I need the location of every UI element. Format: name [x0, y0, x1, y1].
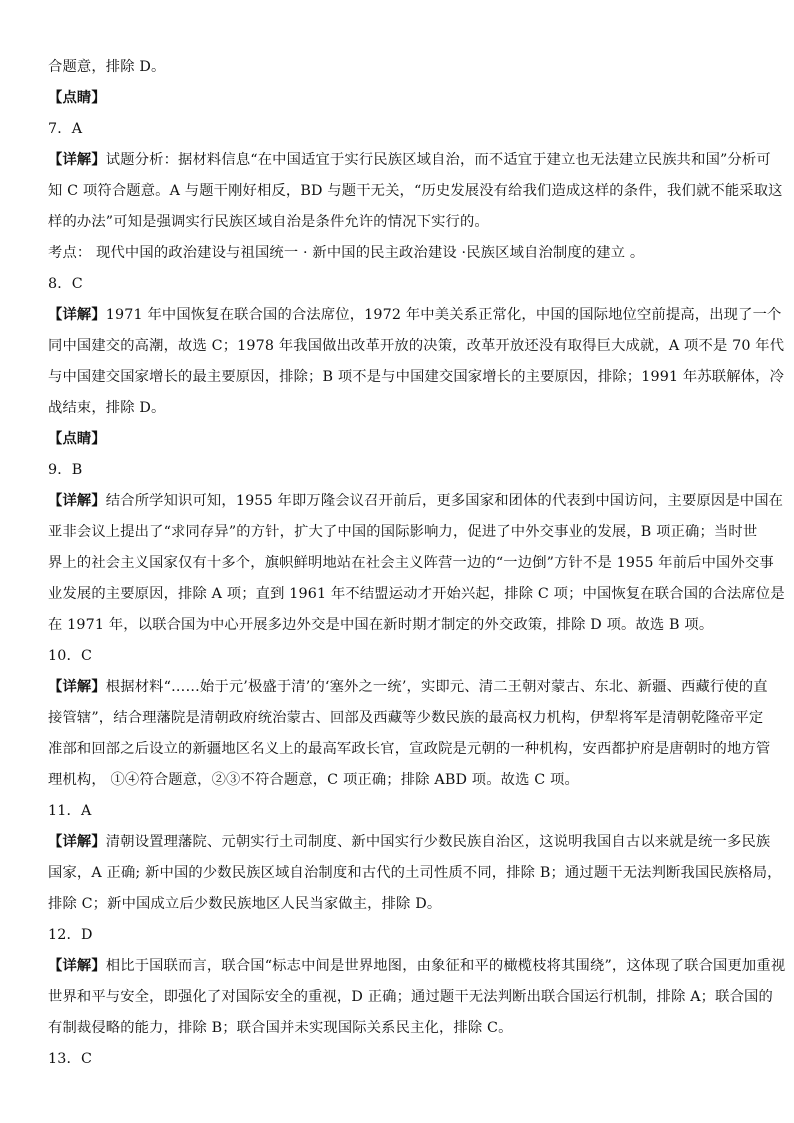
text-line: 与中国建交国家增长的最主要原因，排除；B 项不是与中国建交国家增长的主要原因，排除；1991 年苏联解体，冷 — [48, 369, 785, 385]
text-line: 【详解】结合所学知识可知，1955 年即万隆会议召开前后，更多国家和团体的代表到中国访问，主要原因是中国在 — [48, 493, 784, 509]
text-line: 【详解】根据材料“……始于元’极盛于清’的‘塞外之一统’，实即元、清二王朝对蒙古、东北、新疆、西藏行使的直 — [48, 679, 768, 695]
text-line: 战结束，排除 D。 — [48, 400, 166, 416]
text-line: 样的办法”可知是强调实行民族区域自治是条件允许的情况下实行的。 — [48, 214, 489, 230]
text-line: 接管辖”，结合理藩院是清朝政府统治蒙古、回部及西藏等少数民族的最高权力机构，伊犁将军是清朝乾隆帝平定 — [48, 710, 764, 726]
dianjing-heading: 【点睛】 — [48, 431, 106, 447]
answer-page — [48, 52, 786, 1075]
answer-number: 11．A — [48, 803, 92, 819]
text-line: 合题意，排除 D。 — [48, 59, 166, 75]
text-line: 同中国建交的高潮，故选 C；1978 年我国做出改革开放的决策，改革开放还没有取得巨大成就，A 项不是 70 年代 — [48, 338, 785, 354]
text-line: 界上的社会主义国家仅有十多个，旗帜鲜明地站在社会主义阵营一边的“一边倒”方针不是 1955 年前后中国外交事 — [48, 555, 774, 571]
answer-number: 7．A — [48, 121, 83, 137]
text-line: 亚非会议上提出了“求同存异”的方针，扩大了中国的国际影响力，促进了中外交事业的发展，B 项正确；当时世 — [48, 524, 758, 540]
text-line: 有制裁侵略的能力，排除 B；联合国并未实现国际关系民主化，排除 C。 — [48, 1020, 513, 1036]
answer-number: 13．C — [48, 1051, 93, 1067]
answer-number: 9．B — [48, 462, 83, 478]
text-line: 【详解】相比于国联而言，联合国“标志中间是世界地图，由象征和平的橄榄枝将其围绕”，这体现了联合国更加重视 — [48, 958, 786, 974]
dianjing-heading: 【点睛】 — [48, 90, 106, 106]
text-line: 业发展的主要原因，排除 A 项；直到 1961 年不结盟运动才开始兴起，排除 C 项；中国恢复在联合国的合法席位是 — [48, 586, 785, 602]
answer-number: 10．C — [48, 648, 93, 664]
text-line: 排除 C；新中国成立后少数民族地区人民当家做主，排除 D。 — [48, 896, 442, 912]
answer-number: 8．C — [48, 276, 83, 292]
text-line: 【详解】1971 年中国恢复在联合国的合法席位，1972 年中美关系正常化，中国的国际地位空前提高，出现了一个 — [48, 307, 782, 323]
answer-number: 12．D — [48, 927, 93, 943]
text-line: 国家，A 正确; 新中国的少数民族区域自治制度和古代的土司性质不同，排除 B；通过题干无法判断我国民族格局， — [48, 865, 782, 881]
text-line: 【详解】试题分析：据材料信息“在中国适宜于实行民族区域自治，而不适宜于建立也无法建立民族共和国”分析可 — [48, 152, 771, 168]
text-line: 准部和回部之后设立的新疆地区名义上的最高军政长官，宣政院是元朝的一种机构，安西都护府是唐朝时的地方管 — [48, 741, 771, 757]
text-line: 世界和平与安全，即强化了对国际安全的重视，D 正确；通过题干无法判断出联合国运行机制，排除 A；联合国的 — [48, 989, 773, 1005]
text-line: 【详解】清朝设置理藩院、元朝实行土司制度、新中国实行少数民族自治区，这说明我国自古以来就是统一多民族 — [48, 834, 771, 850]
text-line: 在 1971 年，以联合国为中心开展多边外交是中国在新时期才制定的外交政策，排除 D 项。故选 B 项。 — [48, 617, 714, 633]
text-line: 知 C 项符合题意。A 与题干刚好相反，BD 与题干无关，“历史发展没有给我们造成这样的条件，我们就不能采取这 — [48, 183, 783, 199]
text-line: 理机构， ①④符合题意，②③不符合题意，C 项正确；排除 ABD 项。故选 C 项。 — [48, 772, 579, 788]
kaodian-line: 考点： 现代中国的政治建设与祖国统一 · 新中国的民主政治建设 ·民族区域自治制度的建立 。 — [48, 245, 645, 261]
